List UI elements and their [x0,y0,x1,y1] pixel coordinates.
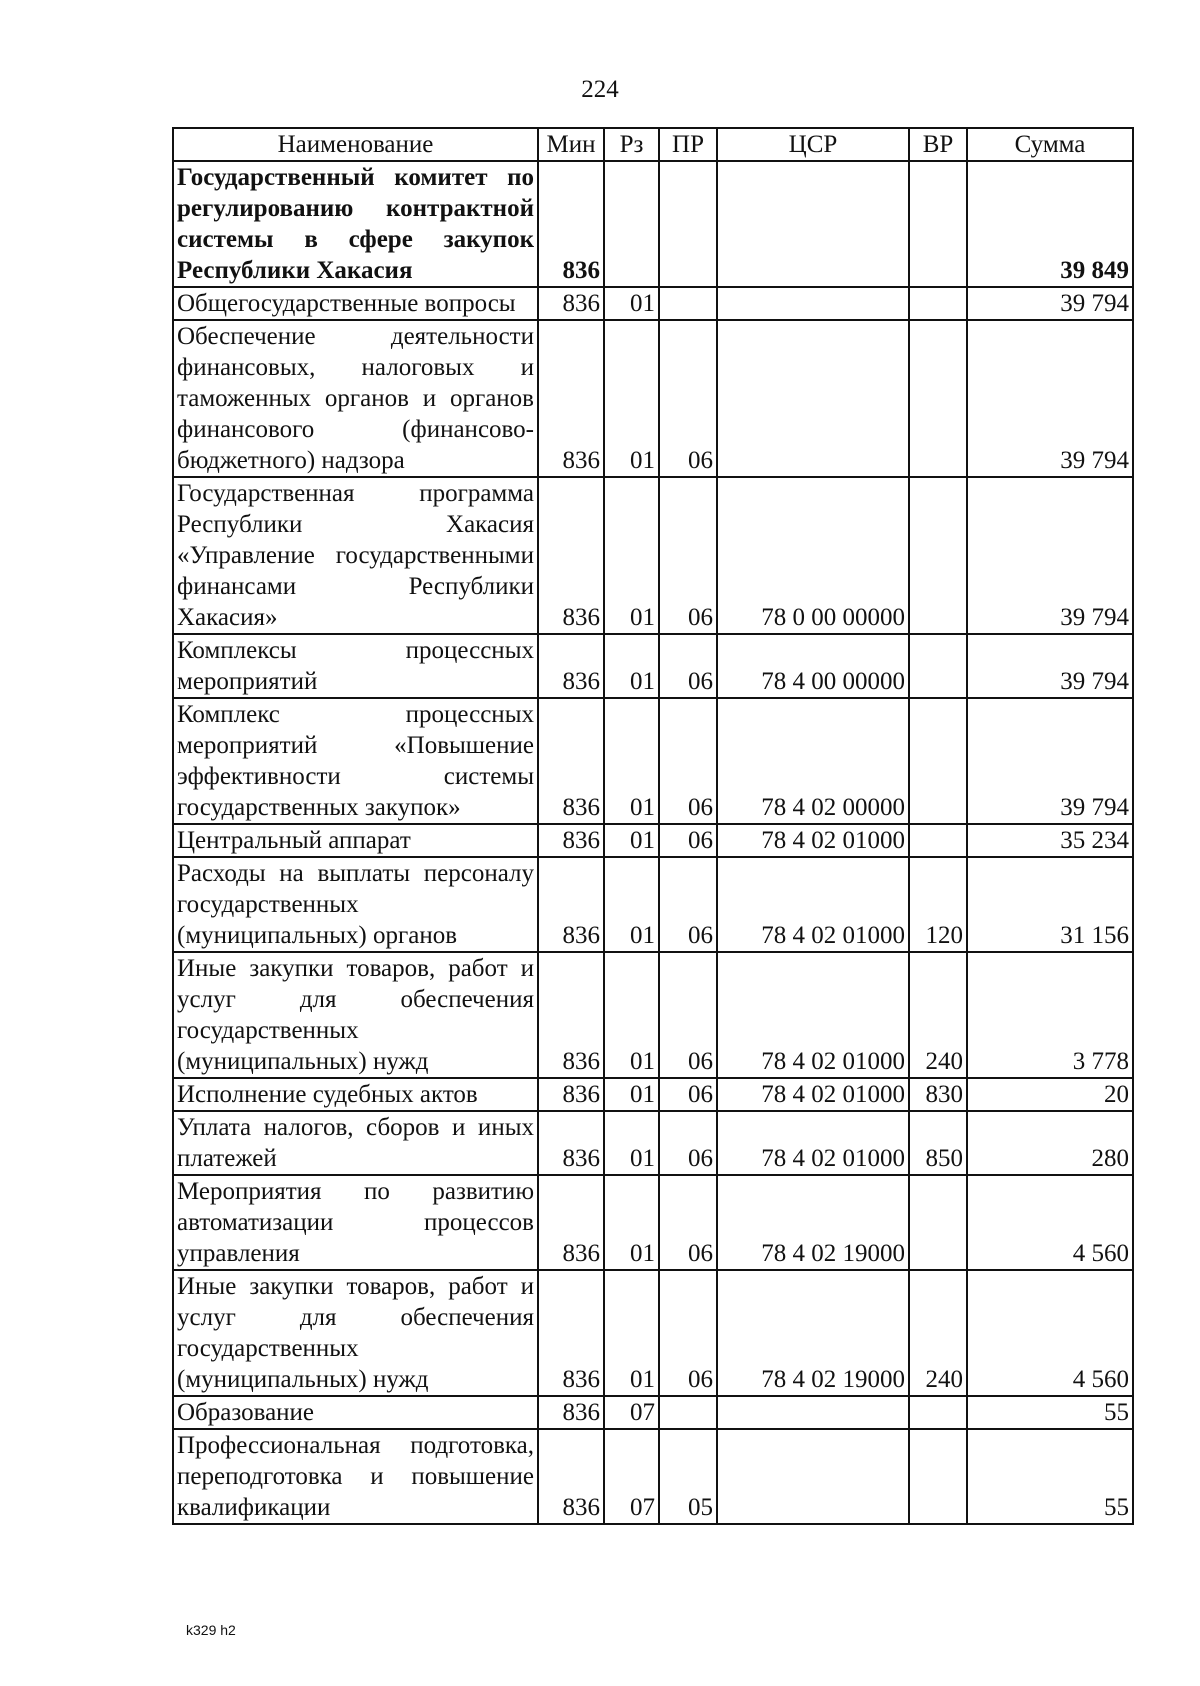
cell-name: Комплекс процессных мероприятий «Повышение эффективности системы государственных закупок» [173,698,538,824]
cell-name: Исполнение судебных актов [173,1078,538,1111]
cell-vr: 120 [909,857,967,952]
header-csr: ЦСР [717,128,909,161]
cell-csr: 78 4 02 01000 [717,857,909,952]
cell-min: 836 [538,1111,604,1175]
cell-min: 836 [538,1078,604,1111]
header-rz: Рз [604,128,659,161]
cell-pr: 06 [659,1270,717,1396]
budget-table [172,127,1134,1525]
cell-name: Комплексы процессных мероприятий [173,634,538,698]
cell-vr [909,477,967,634]
cell-sum: 4 560 [967,1175,1133,1270]
cell-rz [604,161,659,287]
table-row [173,1396,1133,1429]
cell-pr: 06 [659,477,717,634]
cell-pr: 06 [659,320,717,477]
cell-min: 836 [538,952,604,1078]
table-row [173,477,1133,634]
cell-csr: 78 4 02 19000 [717,1175,909,1270]
cell-sum: 20 [967,1078,1133,1111]
cell-pr: 06 [659,1111,717,1175]
header-vr: ВР [909,128,967,161]
table-row [173,1175,1133,1270]
cell-rz: 01 [604,287,659,320]
cell-name: Уплата налогов, сборов и иных платежей [173,1111,538,1175]
cell-csr: 78 4 02 00000 [717,698,909,824]
cell-csr [717,1429,909,1524]
table-row [173,287,1133,320]
cell-csr: 78 4 02 19000 [717,1270,909,1396]
header-name: Наименование [173,128,538,161]
cell-name: Образование [173,1396,538,1429]
cell-name: Профессиональная подготовка, переподготовка и повышение квалификации [173,1429,538,1524]
cell-csr: 78 4 02 01000 [717,1078,909,1111]
cell-min: 836 [538,634,604,698]
cell-csr [717,320,909,477]
cell-min: 836 [538,1270,604,1396]
cell-vr: 240 [909,1270,967,1396]
cell-rz: 01 [604,1111,659,1175]
table-row [173,320,1133,477]
cell-sum: 3 778 [967,952,1133,1078]
cell-min: 836 [538,1175,604,1270]
cell-name: Иные закупки товаров, работ и услуг для обеспечения государственных (муниципальных) нужд [173,1270,538,1396]
cell-pr: 06 [659,1175,717,1270]
cell-min: 836 [538,477,604,634]
cell-rz: 01 [604,634,659,698]
cell-rz: 07 [604,1429,659,1524]
cell-name: Мероприятия по развитию автоматизации процессов управления [173,1175,538,1270]
cell-csr: 78 4 02 01000 [717,952,909,1078]
cell-pr: 06 [659,824,717,857]
cell-sum: 39 794 [967,477,1133,634]
cell-min: 836 [538,287,604,320]
footer-code: k329 h2 [186,1622,236,1638]
cell-rz: 01 [604,320,659,477]
cell-pr: 06 [659,698,717,824]
cell-rz: 01 [604,1175,659,1270]
table-row [173,1111,1133,1175]
table-row [173,161,1133,287]
cell-sum: 4 560 [967,1270,1133,1396]
cell-sum: 35 234 [967,824,1133,857]
cell-pr: 06 [659,857,717,952]
cell-sum: 31 156 [967,857,1133,952]
cell-vr [909,824,967,857]
cell-rz: 01 [604,1270,659,1396]
table-body [173,161,1133,1524]
header-sum: Сумма [967,128,1133,161]
cell-name: Иные закупки товаров, работ и услуг для обеспечения государственных (муниципальных) нужд [173,952,538,1078]
table-row [173,1270,1133,1396]
cell-vr [909,1175,967,1270]
cell-rz: 07 [604,1396,659,1429]
table-row [173,857,1133,952]
cell-rz: 01 [604,1078,659,1111]
table-row [173,1429,1133,1524]
cell-rz: 01 [604,698,659,824]
cell-vr [909,634,967,698]
table-row [173,1078,1133,1111]
cell-min: 836 [538,857,604,952]
cell-pr: 06 [659,1078,717,1111]
cell-sum: 39 794 [967,698,1133,824]
cell-csr: 78 4 02 01000 [717,1111,909,1175]
cell-sum: 55 [967,1429,1133,1524]
cell-vr: 850 [909,1111,967,1175]
cell-vr: 830 [909,1078,967,1111]
cell-name: Расходы на выплаты персоналу государственных (муниципальных) органов [173,857,538,952]
cell-vr: 240 [909,952,967,1078]
cell-csr [717,287,909,320]
cell-sum: 39 794 [967,287,1133,320]
cell-rz: 01 [604,857,659,952]
cell-sum: 55 [967,1396,1133,1429]
cell-vr [909,698,967,824]
table-row [173,634,1133,698]
cell-csr: 78 4 00 00000 [717,634,909,698]
cell-pr [659,161,717,287]
cell-name: Обеспечение деятельности финансовых, налоговых и таможенных органов и органов финансового (финансово-бюджетного) надзора [173,320,538,477]
cell-vr [909,1429,967,1524]
table-header-row [173,128,1133,161]
cell-min: 836 [538,698,604,824]
cell-pr [659,287,717,320]
cell-min: 836 [538,161,604,287]
cell-csr: 78 0 00 00000 [717,477,909,634]
header-pr: ПР [659,128,717,161]
cell-sum: 39 794 [967,634,1133,698]
cell-sum: 39 794 [967,320,1133,477]
table-row [173,952,1133,1078]
cell-min: 836 [538,320,604,477]
cell-rz: 01 [604,477,659,634]
table-row [173,698,1133,824]
cell-pr: 05 [659,1429,717,1524]
cell-pr [659,1396,717,1429]
cell-rz: 01 [604,824,659,857]
page-number: 224 [581,76,619,103]
cell-name: Государственная программа Республики Хакасия «Управление государственными финансами Республики Хакасия» [173,477,538,634]
cell-rz: 01 [604,952,659,1078]
cell-sum: 39 849 [967,161,1133,287]
cell-csr: 78 4 02 01000 [717,824,909,857]
cell-csr [717,161,909,287]
cell-name: Государственный комитет по регулированию контрактной системы в сфере закупок Республики Хакасия [173,161,538,287]
cell-vr [909,161,967,287]
cell-vr [909,287,967,320]
cell-name: Центральный аппарат [173,824,538,857]
cell-min: 836 [538,824,604,857]
table-row [173,824,1133,857]
cell-min: 836 [538,1396,604,1429]
cell-pr: 06 [659,634,717,698]
cell-min: 836 [538,1429,604,1524]
cell-name: Общегосударственные вопросы [173,287,538,320]
cell-vr [909,1396,967,1429]
cell-csr [717,1396,909,1429]
cell-sum: 280 [967,1111,1133,1175]
cell-pr: 06 [659,952,717,1078]
header-min: Мин [538,128,604,161]
cell-vr [909,320,967,477]
